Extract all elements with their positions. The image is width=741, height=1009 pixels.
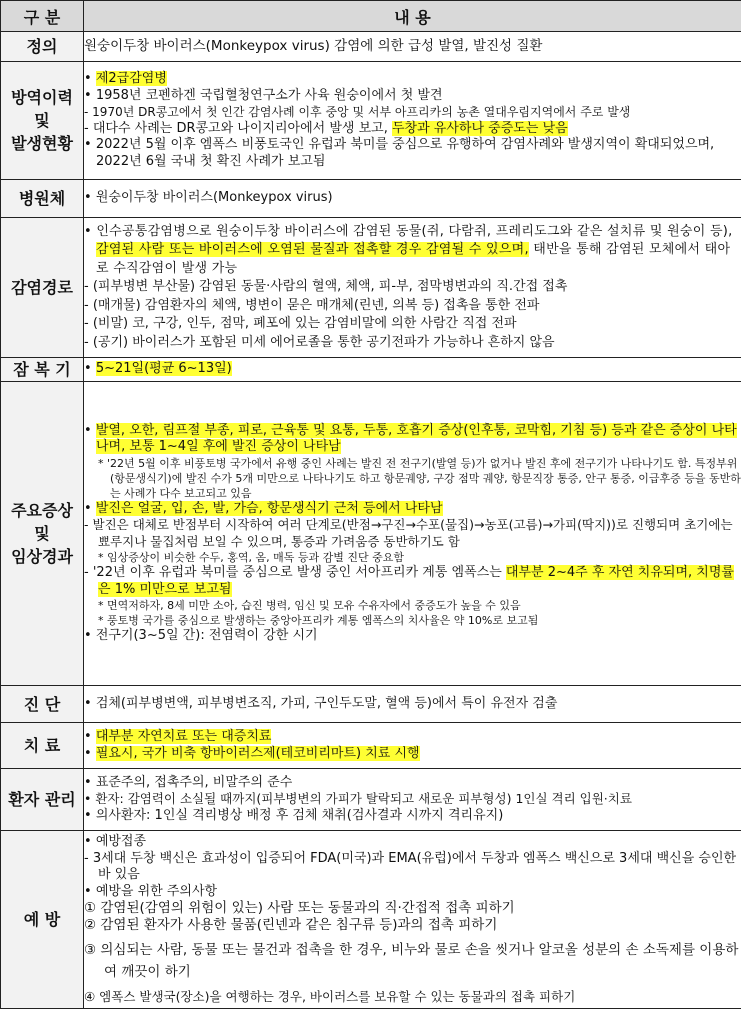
patient-item <box>84 775 741 792</box>
treatment-highlight: 대부분 자연치료 또는 대증치료 <box>96 729 272 744</box>
bullet-glyph: • <box>84 361 92 376</box>
label-history <box>1 62 84 180</box>
dash-glyph: - <box>84 121 89 136</box>
label-symptoms <box>1 382 84 686</box>
symptoms-item <box>84 565 741 598</box>
symptoms-note <box>84 598 741 613</box>
row-pathogen <box>1 180 741 218</box>
bullet-glyph: • <box>84 88 92 103</box>
content-pathogen <box>84 180 741 218</box>
history-text: 1970년 DR콩고에서 첫 인간 감염사례 이후 중앙 및 서부 아프리카의 농촌 열대우림지역에서 주로 발생 <box>92 105 630 119</box>
symptoms-text: 전구기(3~5일 간): 전염력이 강한 시기 <box>96 628 318 643</box>
pathogen-text: 원숭이두창 바이러스(Monkeypox virus) <box>96 190 333 205</box>
prevention-step: ③ 의심되는 사람, 동물 또는 물건과 접촉을 한 경우, 비누와 물로 손을 씻거나 알코올 성분의 손 소독제를 이용하여 깨끗이 하기 <box>84 939 741 983</box>
content-route <box>84 218 741 358</box>
dash-glyph: - <box>84 316 89 331</box>
row-symptoms <box>1 382 741 686</box>
note-glyph: * <box>98 457 104 470</box>
symptoms-highlight: 발열, 오한, 림프절 부종, 피로, 근육통 및 요통, 두통, 호흡기 증상(인후통, 코막힘, 기침 등) 등과 같은 증상이 나타나며, 보통 1~4일 후에 발진 증상이 나타남 <box>96 423 737 455</box>
diagnosis-item <box>84 696 741 713</box>
symptoms-text: 발진은 대체로 반점부터 시작하여 여러 단계로(반점→구진→수포(물집)→농포(고름)→가피(딱지))로 진행되며 초기에는 뾰루지나 물집처럼 보일 수 있으며, 통증과 가려움증 동반하기도 함 <box>93 517 733 549</box>
history-item <box>84 137 741 170</box>
label-incubation: 잠 복 기 <box>1 358 84 382</box>
label-symptoms-line3: 임상경과 <box>1 545 83 568</box>
bullet-glyph: • <box>84 190 92 205</box>
pathogen-item <box>84 190 741 207</box>
treatment-item <box>84 729 741 746</box>
content-symptoms <box>84 382 741 686</box>
row-patient <box>1 769 741 831</box>
dash-glyph: - <box>84 335 89 350</box>
prevention-text: 예방접종 <box>96 834 146 849</box>
route-text: 인수공통감염병으로 원숭이두창 바이러스에 감염된 동물(쥐, 다람쥐, 프레리도그와 같은 설치류 및 원숭이 등), <box>96 224 732 239</box>
bullet-glyph: • <box>84 628 92 643</box>
history-text: 1958년 코펜하겐 국립혈청연구소가 사육 원숭이에서 첫 발견 <box>96 88 443 103</box>
route-text: 태반을 통해 감염된 모체에서 태아로 수직감염이 발생 가능 <box>96 242 730 276</box>
label-prevention: 예 방 <box>1 831 84 1009</box>
row-prevention <box>1 831 741 1009</box>
history-text: 대다수 사례는 DR콩고와 나이지리아에서 발생 보고, <box>93 121 392 136</box>
patient-item <box>84 791 741 808</box>
row-incubation <box>1 358 741 382</box>
label-diagnosis: 진 단 <box>1 686 84 723</box>
content-history <box>84 62 741 180</box>
patient-text: 표준주의, 접촉주의, 비말주의 준수 <box>96 775 292 790</box>
incubation-item <box>84 361 741 378</box>
route-item <box>84 297 741 316</box>
bullet-glyph: • <box>84 729 92 744</box>
label-route: 감염경로 <box>1 218 84 358</box>
bullet-glyph: • <box>84 775 92 790</box>
bullet-glyph: • <box>84 746 92 761</box>
prevention-step: ④ 엠폭스 발생국(장소)을 여행하는 경우, 바이러스를 보유할 수 있는 동물과의 접촉 피하기 <box>84 988 741 1005</box>
route-item <box>84 334 741 353</box>
treatment-highlight: 필요시, 국가 비축 항바이러스제(테코비리마트) 치료 시행 <box>96 746 420 761</box>
symptoms-note-text: '22년 5월 이후 비풍토병 국가에서 유행 중인 사례는 발진 전 전구기(발열 등)가 없거나 발진 후에 전구기가 나타나기도 함. 특정부위(항문생식기)에 발진 수가 5개 미만으로 나타나기도 하고 항문궤양, 구강 점막 궤양, 항문직장 통증, 안구 통증, 이급후증 등을 동반하는 사례가 다수 보고되고 있음 <box>107 457 741 500</box>
prevention-text: 3세대 두창 백신은 효과성이 입증되어 FDA(미국)과 EMA(유럽)에서 두창과 엠폭스 백신으로 3세대 백신을 승인한 바 있음 <box>93 851 736 883</box>
history-item <box>84 121 741 138</box>
row-history <box>1 62 741 180</box>
patient-item <box>84 808 741 825</box>
history-text: 2022년 5월 이후 엠폭스 비풍토국인 유럽과 북미를 중심으로 유행하여 감염사례와 발생지역이 확대되었으며, 2022년 6월 국내 첫 확진 사례가 보고됨 <box>96 137 714 169</box>
label-patient: 환자 관리 <box>1 769 84 831</box>
content-patient <box>84 769 741 831</box>
label-symptoms-line2: 및 <box>1 522 83 545</box>
note-glyph: * <box>98 551 104 564</box>
history-item <box>84 88 741 105</box>
symptoms-note-text: 임상증상이 비슷한 수두, 홍역, 옴, 매독 등과 감별 진단 중요함 <box>107 551 404 564</box>
dash-glyph: - <box>84 279 89 294</box>
route-text: (공기) 바이러스가 포함된 미세 에어로졸을 통한 공기전파가 가능하나 흔하지 않음 <box>93 335 555 350</box>
symptoms-text: '22년 이후 유럽과 북미를 중심으로 발생 중인 서아프리카 계통 엠폭스는 <box>93 565 506 580</box>
note-glyph: * <box>98 614 104 627</box>
dash-glyph: - <box>84 298 89 313</box>
label-history-line2: 및 <box>1 109 83 132</box>
prevention-item <box>84 851 741 884</box>
dash-glyph: - <box>84 105 88 119</box>
label-definition: 정의 <box>1 32 84 62</box>
definition-text: 원숭이두창 바이러스(Monkeypox virus) 감염에 의한 급성 발열, 발진성 질환 <box>84 38 741 55</box>
dash-glyph: - <box>84 517 89 532</box>
bullet-glyph: • <box>84 71 92 86</box>
route-text: (피부병변 부산물) 감염된 동물·사람의 혈액, 체액, 피-부, 점막병변과의 직.간접 접촉 <box>93 279 568 294</box>
table-header-row <box>1 1 741 32</box>
patient-text: 의사환자: 1인실 격리병상 배정 후 검체 채취(검사결과 시까지 격리유지) <box>96 808 503 823</box>
symptoms-note-text: 풍토병 국가를 중심으로 발생하는 중앙아프리카 계통 엠폭스의 치사율은 약 10%로 보고됨 <box>107 614 538 627</box>
content-definition <box>84 32 741 62</box>
history-item <box>84 71 741 88</box>
symptoms-item <box>84 628 741 645</box>
row-diagnosis <box>1 686 741 723</box>
route-text: (비말) 코, 구강, 인두, 점막, 폐포에 있는 감염비말에 의한 사람간 직접 전파 <box>93 316 517 331</box>
row-route <box>1 218 741 358</box>
prevention-step: ① 감염된(감염의 위험이 있는) 사람 또는 동물과의 직·간접적 접촉 피하기 <box>84 900 741 917</box>
patient-text: 환자: 감염력이 소실될 때까지(피부병변의 가피가 탈락되고 새로운 피부형성) 1인실 격리 입원·치료 <box>95 791 632 806</box>
label-history-line1: 방역이력 <box>1 86 83 109</box>
bullet-glyph: • <box>84 808 92 823</box>
bullet-glyph: • <box>84 501 92 516</box>
header-category: 구 분 <box>1 1 84 32</box>
content-diagnosis <box>84 686 741 723</box>
prevention-step: ② 감염된 환자가 사용한 물품(린넨과 같은 침구류 등)과의 접촉 피하기 <box>84 917 741 934</box>
label-history-line3: 발생현황 <box>1 132 83 155</box>
symptoms-note <box>84 456 741 501</box>
route-item <box>84 315 741 334</box>
bullet-glyph: • <box>84 423 92 438</box>
route-highlight: 감염된 사람 또는 바이러스에 오염된 물질과 접촉할 경우 감염될 수 있으며, <box>96 242 529 257</box>
label-treatment: 치 료 <box>1 723 84 769</box>
diagnosis-text: 검체(피부병변액, 피부병변조직, 가피, 구인두도말, 혈액 등)에서 특이 유전자 검출 <box>96 696 558 711</box>
content-treatment <box>84 723 741 769</box>
label-symptoms-line1: 주요증상 <box>1 499 83 522</box>
symptoms-note <box>84 613 741 628</box>
dash-glyph: - <box>84 851 89 866</box>
content-incubation <box>84 358 741 382</box>
symptoms-note-text: 면역저하자, 8세 미만 소아, 습진 병력, 임신 및 모유 수유자에서 중증도가 높을 수 있음 <box>107 599 521 612</box>
row-treatment <box>1 723 741 769</box>
history-item <box>84 104 741 121</box>
history-grade: 제2급감염병 <box>96 71 167 86</box>
prevention-item <box>84 834 741 851</box>
dash-glyph: - <box>84 565 89 580</box>
history-highlight: 두창과 유사하나 중증도는 낮음 <box>392 121 568 136</box>
bullet-glyph: • <box>84 791 91 806</box>
content-prevention <box>84 831 741 1009</box>
bullet-glyph: • <box>84 137 92 152</box>
prevention-text: 예방을 위한 주의사항 <box>96 884 217 899</box>
header-content: 내 용 <box>84 1 741 32</box>
symptoms-item <box>84 501 741 518</box>
symptoms-note <box>84 550 741 565</box>
symptoms-highlight: 발진은 얼굴, 입, 손, 발, 가슴, 항문생식기 근처 등에서 나타남 <box>96 501 443 516</box>
symptoms-item <box>84 423 741 456</box>
route-item <box>84 278 741 297</box>
treatment-item <box>84 746 741 763</box>
label-pathogen: 병원체 <box>1 180 84 218</box>
bullet-glyph: • <box>84 884 92 899</box>
route-item <box>84 223 741 279</box>
row-definition <box>1 32 741 62</box>
bullet-glyph: • <box>84 224 92 239</box>
symptoms-highlight: 대부분 2~4주 후 자연 치유되며, 치명률은 1% 미만으로 보고됨 <box>98 565 734 597</box>
incubation-text: 5~21일(평균 6~13일) <box>96 361 232 376</box>
bullet-glyph: • <box>84 834 92 849</box>
bullet-glyph: • <box>84 696 92 711</box>
route-text: (매개물) 감염환자의 체액, 병변이 묻은 매개체(린넨, 의복 등) 접촉을 통한 전파 <box>93 298 540 313</box>
prevention-item <box>84 884 741 901</box>
symptoms-item <box>84 517 741 550</box>
note-glyph: * <box>98 599 104 612</box>
